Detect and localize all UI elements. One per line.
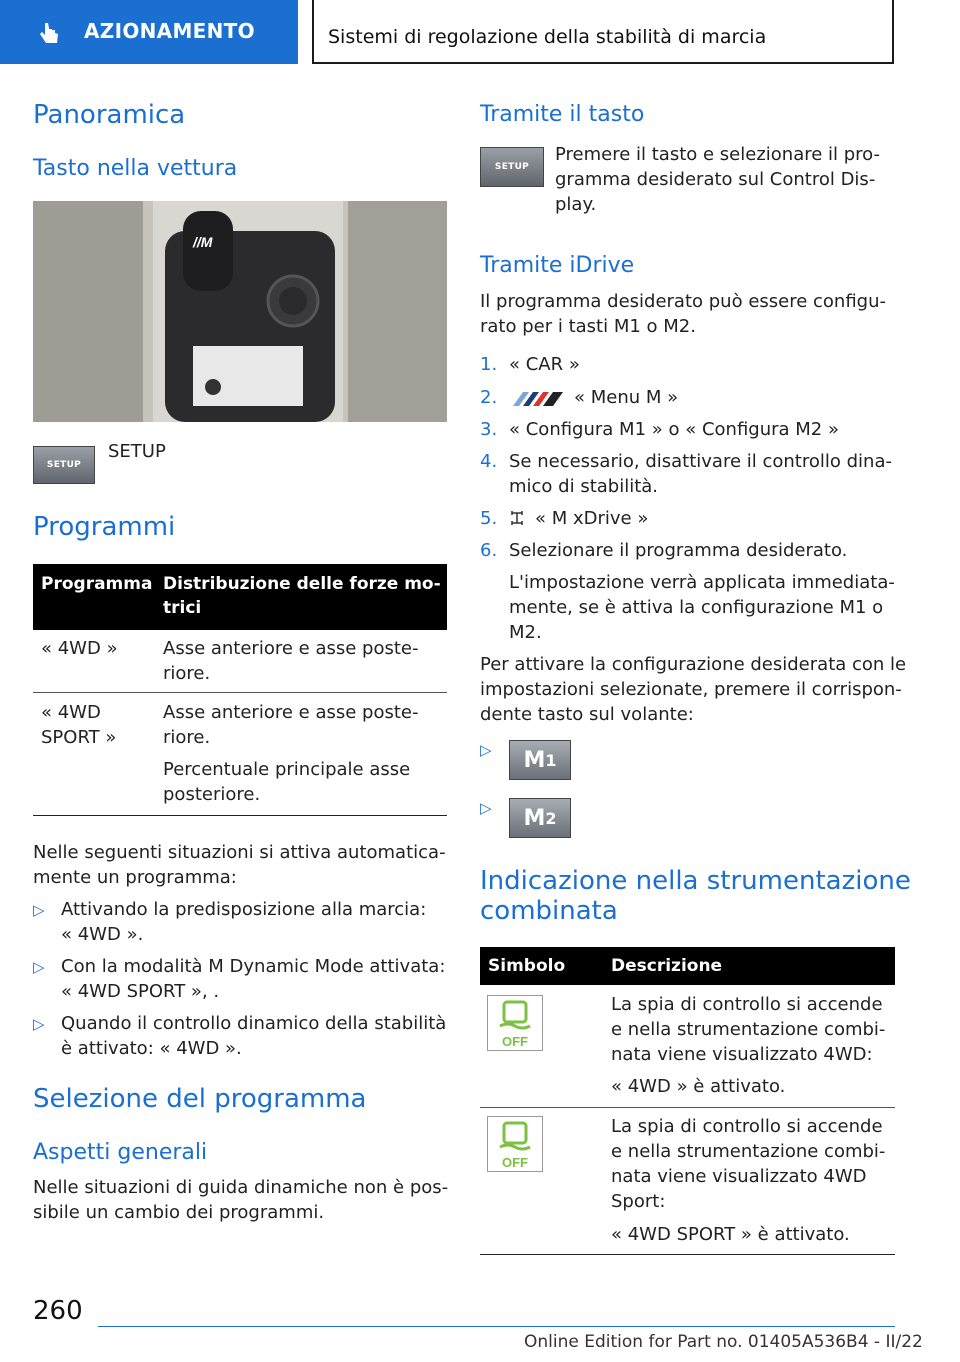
table-bottom-rule (33, 815, 447, 816)
symbol-desc: nata viene visualizzato 4WD: (611, 1044, 873, 1065)
bullet-text: « 4WD SPORT », . (61, 981, 220, 1002)
aspetti-text: Nelle situazioni di guida dinamiche non è pos- (33, 1177, 449, 1198)
bullet-triangle-icon: ▷ (480, 741, 492, 759)
table-cell-desc: Asse anteriore e asse poste- (163, 702, 419, 723)
col-distribuzione-line1: Distribuzione delle forze mo- (163, 574, 441, 594)
step-number: 1. (480, 354, 498, 375)
step-text: Se necessario, disattivare il controllo dina- (509, 451, 892, 472)
step-text: « Menu M » (574, 387, 679, 408)
table-divider (33, 692, 447, 693)
step-text: « Configura M1 » o « Configura M2 » (509, 419, 839, 440)
table-cell-program: « 4WD (41, 702, 101, 723)
idrive-text: rato per i tasti M1 o M2. (480, 316, 696, 337)
step-note: L'impostazione verrà applicata immediata- (509, 572, 895, 593)
symbol-desc: « 4WD » è attivato. (611, 1076, 786, 1097)
step-text: Selezionare il programma desiderato. (509, 540, 848, 561)
symbol-desc: e nella strumentazione combi- (611, 1019, 886, 1040)
step-note: M2. (509, 622, 542, 643)
step-note: mente, se è attiva la configurazione M1 o (509, 597, 884, 618)
after-text: Per attivare la configurazione desiderata con le (480, 654, 907, 675)
4wd-off-indicator-icon (487, 995, 543, 1051)
heading-panoramica: Panoramica (33, 100, 186, 130)
page-number: 260 (33, 1296, 83, 1326)
bullet-text: è attivato: « 4WD ». (61, 1038, 242, 1059)
col-simbolo: Simbolo (488, 956, 566, 976)
bullet-triangle-icon: ▷ (33, 901, 45, 919)
step-number: 4. (480, 451, 498, 472)
step-number: 3. (480, 419, 498, 440)
setup-label: SETUP (108, 441, 166, 462)
footer-edition: Online Edition for Part no. 01405A536B4 - II/22 (524, 1332, 923, 1352)
heading-selezione: Selezione del programma (33, 1084, 367, 1114)
tasto-text: Premere il tasto e selezionare il pro- (555, 144, 881, 165)
center-console-photo (33, 201, 447, 422)
section-title: Sistemi di regolazione della stabilità di marcia (328, 26, 767, 48)
bullet-text: « 4WD ». (61, 924, 144, 945)
step-text: « CAR » (509, 354, 580, 375)
svg-text:OFF: OFF (502, 1155, 528, 1170)
bullet-text: Attivando la predisposizione alla marcia: (61, 899, 427, 920)
programmi-table-header (33, 564, 447, 630)
section-header (312, 0, 894, 64)
footer-rule (98, 1326, 895, 1327)
bullet-triangle-icon: ▷ (33, 1015, 45, 1033)
col-programma: Programma (41, 574, 153, 594)
setup-button-icon: SETUP (480, 147, 544, 187)
heading-indicazione: combinata (480, 896, 618, 926)
table-cell-program: SPORT » (41, 727, 117, 748)
after-text: impostazioni selezionate, premere il corrispon- (480, 679, 902, 700)
tasto-text: play. (555, 194, 597, 215)
symbol-desc: Sport: (611, 1191, 666, 1212)
step-number: 5. (480, 508, 498, 529)
symbol-desc: nata viene visualizzato 4WD (611, 1166, 867, 1187)
m-menu-icon (509, 391, 565, 407)
m2-button-icon: M 2 (509, 798, 571, 838)
aspetti-text: sibile un cambio dei programmi. (33, 1202, 325, 1223)
auto-intro: mente un programma: (33, 867, 237, 888)
xdrive-icon (509, 509, 525, 527)
symbol-desc: La spia di controllo si accende (611, 1116, 883, 1137)
chapter-tab (0, 0, 298, 64)
svg-text:OFF: OFF (502, 1034, 528, 1049)
4wd-sport-off-indicator-icon (487, 1116, 543, 1172)
table-cell-desc: riore. (163, 727, 211, 748)
bullet-text: Quando il controllo dinamico della stabilità (61, 1013, 447, 1034)
table-cell-desc: Percentuale principale asse (163, 759, 411, 780)
bullet-triangle-icon: ▷ (480, 799, 492, 817)
table-cell-desc: posteriore. (163, 784, 261, 805)
heading-tasto: Tasto nella vettura (33, 156, 238, 181)
idrive-text: Il programma desiderato può essere configu- (480, 291, 887, 312)
table-bottom-rule (480, 1254, 895, 1255)
table-divider (480, 1107, 895, 1108)
svg-text://M: //M (193, 234, 213, 250)
symbol-desc: La spia di controllo si accende (611, 994, 883, 1015)
col-descrizione: Descrizione (611, 956, 723, 976)
heading-tramite-idrive: Tramite iDrive (480, 253, 635, 278)
symbol-table-header (480, 947, 895, 985)
m1-button-icon: M 1 (509, 740, 571, 780)
heading-aspetti: Aspetti generali (33, 1140, 208, 1165)
table-cell-program: « 4WD » (41, 638, 118, 659)
auto-intro: Nelle seguenti situazioni si attiva automatica- (33, 842, 446, 863)
heading-tramite-tasto: Tramite il tasto (480, 102, 645, 127)
step-number: 6. (480, 540, 498, 561)
hand-pointer-icon (36, 20, 62, 46)
bullet-text: Con la modalità M Dynamic Mode attivata: (61, 956, 446, 977)
chapter-title: AZIONAMENTO (84, 19, 255, 43)
symbol-desc: « 4WD SPORT » è attivato. (611, 1224, 850, 1245)
after-text: dente tasto sul volante: (480, 704, 694, 725)
heading-programmi: Programmi (33, 512, 176, 542)
step-number: 2. (480, 387, 498, 408)
symbol-desc: e nella strumentazione combi- (611, 1141, 886, 1162)
step-text: « M xDrive » (535, 508, 649, 529)
tasto-text: gramma desiderato sul Control Dis- (555, 169, 876, 190)
col-distribuzione-line2: trici (163, 598, 202, 618)
step-text: mico di stabilità. (509, 476, 659, 497)
heading-indicazione: Indicazione nella strumentazione (480, 866, 911, 896)
setup-button-icon: SETUP (33, 446, 95, 484)
table-cell-desc: Asse anteriore e asse poste- (163, 638, 419, 659)
table-cell-desc: riore. (163, 663, 211, 684)
bullet-triangle-icon: ▷ (33, 958, 45, 976)
